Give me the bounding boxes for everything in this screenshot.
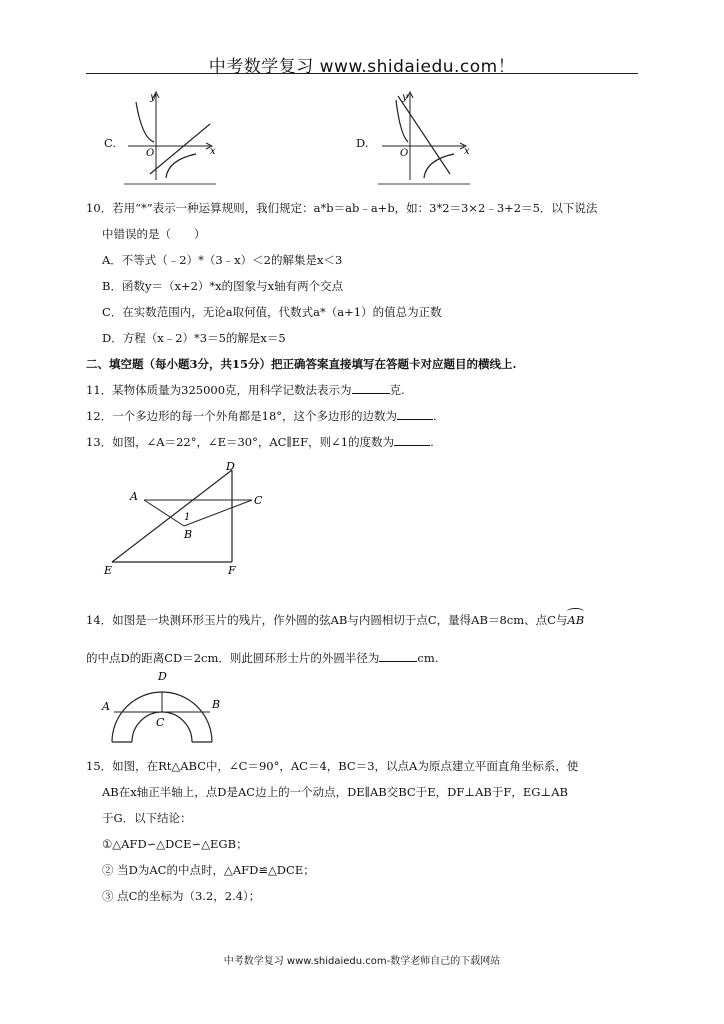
question-10-stem: 10．若用“*”表示一种运算规则，我们规定：a*b＝ab﹣a+b，如：3*2＝3×2﹣3+2＝5．以下说法: [86, 201, 598, 215]
question-14-text-2: 的中点D的距离CD＝2cm．则此圆环形士片的外圆半径为: [86, 651, 380, 665]
figure-13-label-c: C: [254, 494, 263, 507]
question-10-option-b: B．函数y＝（x+2）*x的图象与x轴有两个交点: [102, 279, 344, 293]
question-14-arc-ab: [567, 612, 584, 628]
question-14-line-1: [86, 612, 584, 628]
question-12-text: 12．一个多边形的每一个外角都是18°，这个多边形的边数为: [86, 409, 398, 423]
question-11-unit: 克.: [389, 383, 405, 397]
question-14-arc-text: AB: [567, 613, 585, 627]
page-footer: 中考数学复习 www.shidaiedu.com-数学老师自己的下载网站: [223, 956, 501, 967]
question-11-text: 11．某物体质量为325000克，用科学记数法表示为: [86, 383, 352, 397]
question-15-line-1: 15．如图，在Rt△ABC中，∠C＝90°，AC＝4，BC＝3，以点A为原点建立平面直角坐标系，使: [86, 759, 579, 773]
question-14-unit: cm.: [417, 651, 439, 665]
question-15-line-3: 于G．以下结论：: [102, 811, 192, 825]
question-10-option-d: D．方程（x﹣2）*3＝5的解是x＝5: [102, 331, 286, 345]
figure-14-label-c: C: [156, 716, 165, 729]
figure-13: [100, 456, 280, 578]
question-13-text: 13．如图，∠A＝22°，∠E＝30°，AC∥EF，则∠1的度数为: [86, 435, 395, 449]
question-14-line-2: [86, 650, 438, 666]
arc-symbol: [567, 608, 584, 615]
option-c-label: C.: [104, 136, 117, 150]
question-13-answer-blank[interactable]: [394, 435, 430, 446]
figure-14-label-d: D: [158, 670, 167, 683]
figure-14-label-a: A: [102, 700, 110, 713]
figure-13-label-f: F: [228, 564, 236, 577]
question-15-line-2: AB在x轴正半轴上，点D是AC边上的一个动点，DE∥AB交BC于E，DF⊥AB于F，EG⊥AB: [102, 785, 569, 799]
question-10-option-c: C．在实数范围内，无论a取何值，代数式a*（a+1）的值总为正数: [102, 305, 442, 319]
question-15-item-1: ①△AFD∽△DCE∽△EGB；: [102, 837, 248, 851]
figure-14-label-b: B: [212, 698, 221, 711]
figure-13-label-e: E: [104, 564, 113, 577]
header-divider: [86, 73, 638, 74]
option-c-y-label: y: [150, 92, 156, 103]
figure-13-label-d: D: [226, 460, 235, 473]
option-c-graph: [120, 88, 220, 188]
question-10-stem-cont: 中错误的是（ ）: [102, 227, 206, 241]
option-c-origin-label: O: [146, 148, 155, 159]
page-header-title: 中考数学复习 www.shidaiedu.com！: [208, 57, 516, 77]
question-13: [86, 434, 434, 450]
option-d-label: D.: [356, 136, 369, 150]
figure-13-label-b: B: [184, 528, 193, 541]
question-11-answer-blank[interactable]: [352, 383, 390, 394]
question-11: [86, 382, 405, 398]
question-15-item-3: ③ 点C的坐标为（3.2，2.4）；: [102, 889, 261, 903]
figure-13-label-a: A: [130, 490, 138, 503]
question-12-answer-blank[interactable]: [397, 409, 433, 420]
question-12: [86, 408, 437, 424]
figure-13-label-1: 1: [184, 512, 191, 523]
question-15-item-2: ② 当D为AC的中点时，△AFD≌△DCE；: [102, 863, 315, 877]
figure-14: [98, 668, 228, 750]
option-c-x-label: x: [210, 146, 216, 157]
option-d-x-label: x: [464, 146, 470, 157]
question-14-text: 14．如图是一块测环形玉片的残片，作外圆的弦AB与内圆相切于点C，量得AB＝8cm、点C与: [86, 613, 568, 627]
section-2-heading: 二、填空题（每小题3分，共15分）把正确答案直接填写在答题卡对应题目的横线上.: [86, 357, 517, 371]
option-d-y-label: y: [402, 92, 408, 103]
question-14-answer-blank[interactable]: [379, 651, 417, 662]
question-10-option-a: A．不等式（﹣2）*（3﹣x）＜2的解集是x＜3: [102, 253, 343, 267]
question-12-end: .: [433, 409, 437, 423]
option-d-origin-label: O: [400, 148, 409, 159]
option-d-graph: [374, 88, 474, 188]
question-13-end: .: [430, 435, 434, 449]
